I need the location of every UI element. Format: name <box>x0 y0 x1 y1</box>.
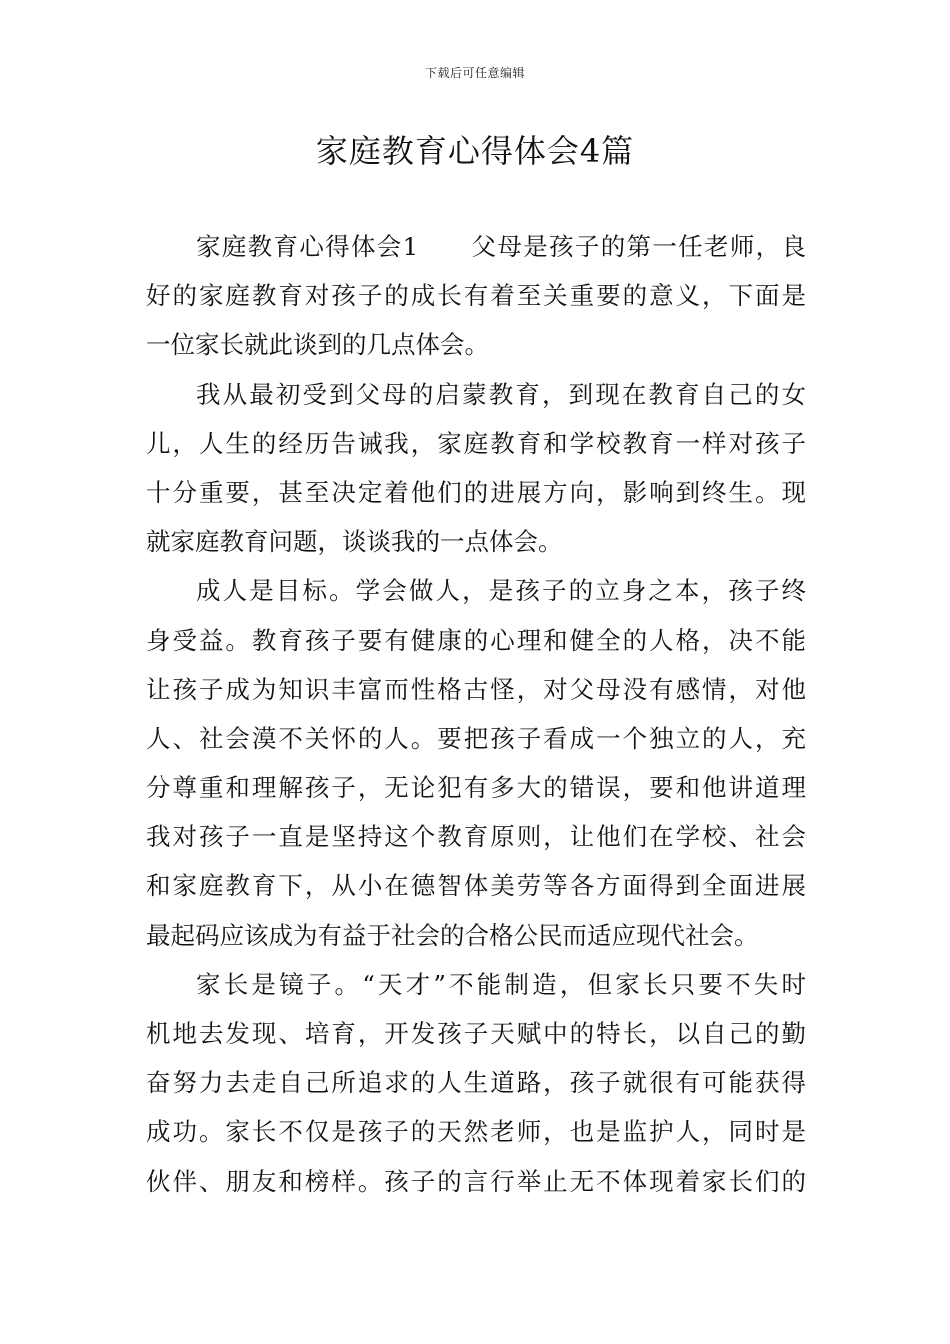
paragraph-text: 父母是孩子的第一任老师，良 <box>470 232 806 261</box>
paragraph-2 <box>146 370 806 567</box>
paragraph-line: 最起码应该成为有益于社会的合格公民而适应现代社会。 <box>146 920 759 950</box>
paragraph-line: 和家庭教育下，从小在德智体美劳等各方面得到全面进展 <box>146 871 806 901</box>
document-body <box>146 222 806 1206</box>
section-heading: 家庭教育心得体会1 <box>196 232 419 261</box>
paragraph-line: 身受益。教育孩子要有健康的心理和健全的人格，决不能 <box>146 625 806 655</box>
paragraph-line: 机地去发现、培育，开发孩子天赋中的特长，以自己的勤 <box>146 1019 806 1048</box>
paragraph-4 <box>146 960 806 1206</box>
paragraph-line: 人、社会漠不关怀的人。要把孩子看成一个独立的人，充 <box>146 723 806 753</box>
paragraph-line: 我从最初受到父母的启蒙教育，到现在教育自己的女 <box>196 379 806 409</box>
paragraph-line: 就家庭教育问题，谈谈我的一点体会。 <box>146 527 563 557</box>
paragraph-line: 成功。家长不仅是孩子的天然老师，也是监护人，同时是 <box>146 1117 806 1147</box>
header-note: 下载后可任意编辑 <box>424 66 525 80</box>
paragraph-1 <box>146 222 806 370</box>
paragraph-line: 儿，人生的经历告诫我，家庭教育和学校教育一样对孩子 <box>146 428 806 458</box>
paragraph-line <box>146 222 806 271</box>
paragraph-line: 让孩子成为知识丰富而性格古怪，对父母没有感情，对他 <box>146 674 806 704</box>
paragraph-line: 伙伴、朋友和榜样。孩子的言行举止无不体现着家长们的 <box>146 1166 806 1196</box>
paragraph-line: 分尊重和理解孩子，无论犯有多大的错误，要和他讲道理 <box>146 773 806 803</box>
paragraph-line: 十分重要，甚至决定着他们的进展方向，影响到终生。现 <box>146 477 806 507</box>
document-title: 家庭教育心得体会4篇 <box>315 132 635 170</box>
paragraph-line: 奋努力去走自己所追求的人生道路，孩子就很有可能获得 <box>146 1068 806 1098</box>
paragraph-line: 好的家庭教育对孩子的成长有着至关重要的意义，下面是 <box>146 281 806 311</box>
paragraph-line: 成人是目标。学会做人，是孩子的立身之本，孩子终 <box>196 576 806 606</box>
paragraph-line: 一位家长就此谈到的几点体会。 <box>146 330 489 360</box>
paragraph-line: 家长是镜子。“天才”不能制造，但家长只要不失时 <box>196 969 806 999</box>
paragraph-line: 我对孩子一直是坚持这个教育原则，让他们在学校、社会 <box>146 822 806 852</box>
paragraph-3 <box>146 566 806 960</box>
